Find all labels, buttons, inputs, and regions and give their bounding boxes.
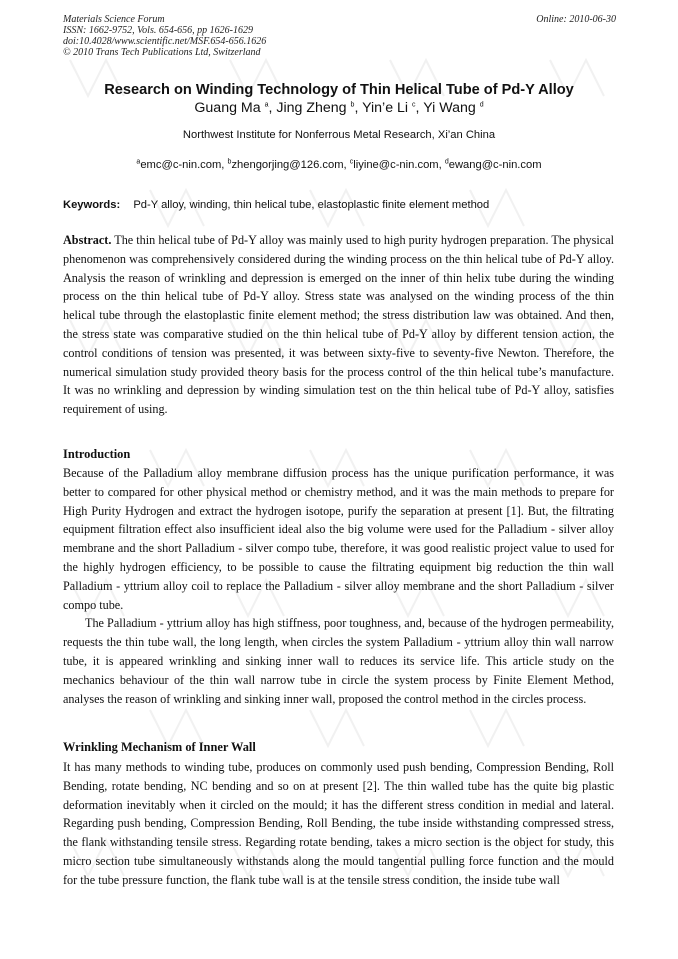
author-list: Guang Ma $^a$, Jing Zheng $^b$, Yin’e Li $^c$, Yi Wang $^d$ (194, 100, 484, 116)
abstract-text: The thin helical tube of Pd-Y alloy was mainly used to high purity hydrogen preparation. The physical phenomenon was comprehensively considered during the winding process on the thin helical tube of Pd-Y alloy. Analysis the reason of wrinkling and depression is emerged on the inner of thin helix tube during the winding process on the thin helical tube of Pd-Y alloy. Stress state was analysed on the winding process of the thin helical tube through the elastoplastic finite element method; the stress distribution law was obtained. And then, the stress state was comparative studied on the thin helical tube of Pd-Y alloy by different tension action, the control conditions of tension was presented, it was between sixty-five to seventy-five Newton. Therefore, the numerical simulation study provided theory basis for the process control of the thin helical tube’s manufacture. It was no wrinkling and depression by winding simulation test on the thin helical tube of Pd-Y alloy, satisfies requirement of using. (63, 233, 614, 417)
email-sup: c (349, 158, 354, 166)
author-name: Yi Wang (423, 100, 476, 116)
keywords-label: Keywords: (63, 199, 121, 211)
email-sup: d (444, 158, 449, 166)
email-address[interactable]: liyine@c-nin.com, (353, 159, 442, 171)
email-address[interactable]: ewang@c-nin.com (448, 159, 542, 171)
affiliation: Northwest Institute for Nonferrous Metal Research, Xi’an China (182, 129, 496, 141)
section-heading-introduction: Introduction (63, 447, 131, 461)
abstract-label: Abstract. (63, 233, 112, 247)
paragraph: Because of the Palladium alloy membrane diffusion process has the unique purification performance, it was better to compared for other physical method or chemistry method, and it was the main methods to prepare for High Purity Hydrogen and extract the hydrogen isotope, purify the separation at present [1]. But, the filtrating equipment filtration effect also insufficient ideal also the big volume were used for the Palladium - silver alloy membrane and the short Palladium - silver compo tube, therefore, it was good realistic project value to used for the highly hydrogen efficiency, to be possible to cause the filtrating equipment big reduction the thin wall Palladium - yttrium alloy coil to replace the Palladium - silver alloy membrane and the short Palladium - silver compo tube. (63, 466, 614, 612)
paragraph: It has many methods to winding tube, produces on commonly used push bending, Compression Bending, Roll Bending, rotate bending, NC bending and so on at present [2]. The thin walled tube has the quite big plastic deformation inevitably when it circled on the mould; it has the different stress condition in medial and lateral. Regarding push bending, Compression Bending, Roll Bending, the tube inside withstanding compressed stress, the flank withstanding tensile stress. Regarding rotate bending, takes a micro section is the object for study, this micro section tube simultaneously withstands along the mould tangential pulling force function and the mould for the tube pressure function, the flank tube wall is at the tensile stress condition, the inside tube wall (63, 760, 614, 887)
online-date: Online: 2010-06-30 (536, 14, 616, 25)
email-sup: a (136, 158, 141, 166)
email-sup: b (227, 158, 232, 166)
author-sup: a (264, 101, 269, 109)
author-sup: d (479, 101, 484, 109)
introduction-body (63, 464, 614, 708)
author-name: Jing Zheng (276, 100, 347, 116)
paragraph: The Palladium - yttrium alloy has high stiffness, poor toughness, and, because of the hydrogen permeability, requests the thin tube wall, the long length, when circles the system Palladium - yttrium alloy thin wall narrow tube, it is appeared wrinkling and sinking inner wall to reduces its service life. This article study on the mechanics behaviour of the thin wall narrow tube in circle the system process by Finite Element Method, analyses the reason of wrinkling and sinking inner wall, proposed the control method in the circles process. (63, 616, 614, 706)
author-sup: c (412, 101, 416, 109)
author-name: Guang Ma (194, 100, 261, 116)
doi-line: doi:10.4028/www.scientific.net/MSF.654-656.1626 (63, 36, 267, 47)
email-address[interactable]: emc@c-nin.com, (140, 159, 225, 171)
keywords-text: Pd-Y alloy, winding, thin helical tube, elastoplastic finite element method (133, 199, 490, 211)
section-heading-wrinkling: Wrinkling Mechanism of Inner Wall (63, 740, 256, 754)
issn-line: ISSN: 1662-9752, Vols. 654-656, pp 1626-1629 (63, 25, 253, 36)
journal-header (63, 14, 266, 58)
journal-name: Materials Science Forum (63, 14, 165, 25)
keywords-line (63, 199, 489, 211)
paper-title: Research on Winding Technology of Thin Helical Tube of Pd-Y Alloy (104, 82, 574, 98)
wrinkling-body (63, 758, 614, 890)
author-sup: b (350, 101, 355, 109)
copyright-line: © 2010 Trans Tech Publications Ltd, Switzerland (63, 47, 261, 58)
email-address[interactable]: zhengorjing@126.com, (231, 159, 347, 171)
author-name: Yin’e Li (362, 100, 409, 116)
email-list (40, 159, 638, 171)
abstract (63, 231, 614, 419)
